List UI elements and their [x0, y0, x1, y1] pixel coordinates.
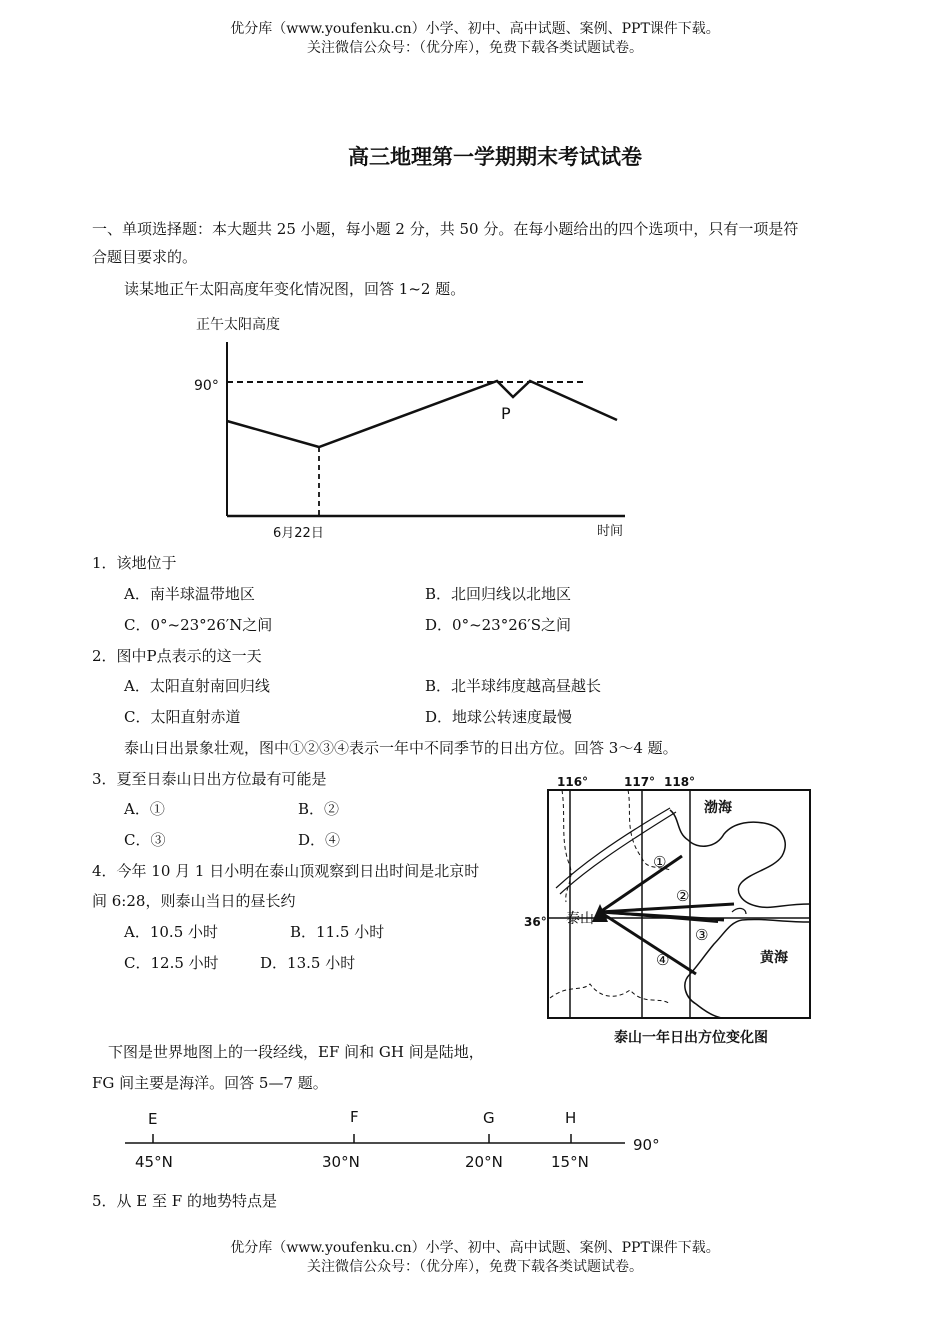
chart-xlabel: 时间: [597, 524, 624, 539]
q3-stem: 3．夏至日泰山日出方位最有可能是: [92, 770, 327, 788]
q4-stem-line-1: 4．今年 10 月 1 日小明在泰山顶观察到日出时间是北京时: [92, 862, 480, 880]
meridian-intro-line-2: FG 间主要是海洋。回答 5—7 题。: [92, 1074, 328, 1092]
page-title: 高三地理第一学期期末考试试卷: [348, 145, 642, 169]
q5-stem: 5．从 E 至 F 的地势特点是: [92, 1192, 277, 1210]
header-line-1: 优分库（www.youfenku.cn）小学、初中、高中试题、案例、PPT课件下载。: [230, 21, 720, 37]
q2-stem: 2．图中P点表示的这一天: [92, 647, 262, 665]
q1-option-c: C．0°~23°26′N之间: [124, 616, 273, 634]
map-lon-116: 116°: [557, 775, 589, 789]
meridian-point-name: E: [148, 1110, 158, 1128]
q1-option-d: D．0°~23°26′S之间: [425, 616, 571, 634]
header-line-2: 关注微信公众号：（优分库），免费下载各类试题试卷。: [307, 40, 643, 56]
map-lon-118: 118°: [664, 775, 696, 789]
meridian-point-name: G: [483, 1109, 495, 1127]
meridian-point-lat: 30°N: [322, 1153, 360, 1171]
map-lat-36: 36°: [524, 915, 547, 929]
map-caption: 泰山一年日出方位变化图: [614, 1030, 768, 1046]
meridian-point-g: [465, 1109, 503, 1171]
chart-ylabel: 正午太阳高度: [196, 317, 280, 333]
meridian-end-label: 90°: [633, 1136, 660, 1154]
q3-option-d: D．④: [298, 831, 341, 849]
footer-line-2: 关注微信公众号：（优分库），免费下载各类试题试卷。: [307, 1259, 643, 1275]
meridian-point-h: [551, 1109, 589, 1171]
q1-option-b: B．北回归线以北地区: [425, 585, 572, 603]
sun-altitude-chart: [185, 310, 655, 540]
q4-option-d: D．13.5 小时: [260, 954, 356, 972]
footer-line-1: 优分库（www.youfenku.cn）小学、初中、高中试题、案例、PPT课件下载。: [230, 1240, 720, 1256]
meridian-point-lat: 15°N: [551, 1153, 589, 1171]
meridian-diagram: [120, 1104, 680, 1174]
q3-option-c: C．③: [124, 831, 166, 849]
meridian-point-name: H: [565, 1109, 577, 1127]
q2-option-a: A．太阳直射南回归线: [124, 677, 270, 695]
chart-xmark: 6月22日: [273, 526, 324, 541]
chart-y90-label: 90°: [194, 378, 219, 394]
q4-option-c: C．12.5 小时: [124, 954, 219, 972]
q4-option-a: A．10.5 小时: [124, 923, 218, 941]
q4-stem-line-2: 间 6:28，则泰山当日的昼长约: [92, 892, 296, 910]
q1-option-a: A．南半球温带地区: [124, 585, 255, 603]
meridian-point-lat: 20°N: [465, 1153, 503, 1171]
meridian-point-e: [135, 1110, 173, 1171]
meridian-point-f: [322, 1108, 360, 1171]
q3-option-b: B．②: [298, 800, 340, 818]
section-intro-line-1: 一、单项选择题：本大题共 25 小题，每小题 2 分，共 50 分。在每小题给出的四个选项中，只有一项是符: [92, 220, 799, 238]
taishan-intro: 泰山日出景象壮观，图中①②③④表示一年中不同季节的日出方位。回答 3～4 题。: [124, 739, 678, 757]
map-sea-bohai: 渤海: [704, 800, 732, 816]
q3-option-a: A．①: [124, 800, 165, 818]
q2-option-c: C．太阳直射赤道: [124, 708, 241, 726]
q2-option-d: D．地球公转速度最慢: [425, 708, 573, 726]
map-sea-yellow: 黄海: [760, 950, 788, 966]
meridian-point-name: F: [350, 1108, 359, 1126]
chart-point-p: P: [501, 404, 511, 423]
meridian-point-lat: 45°N: [135, 1153, 173, 1171]
map-marker-1: ①: [653, 853, 667, 871]
map-lon-117: 117°: [624, 775, 656, 789]
sun-altitude-curve: [227, 381, 617, 447]
map-mountain-label: 泰山: [566, 911, 594, 927]
q1-stem: 1．该地位于: [92, 554, 177, 572]
map-marker-4: ④: [656, 951, 670, 969]
meridian-intro-line-1: 下图是世界地图上的一段经线，EF 间和 GH 间是陆地，: [108, 1043, 484, 1061]
map-marker-2: ②: [676, 887, 690, 905]
read-instruction-1: 读某地正午太阳高度年变化情况图，回答 1~2 题。: [124, 280, 466, 298]
q4-option-b: B．11.5 小时: [290, 923, 385, 941]
q2-option-b: B．北半球纬度越高昼越长: [425, 677, 602, 695]
taishan-sunrise-map: [520, 770, 830, 1050]
map-marker-3: ③: [695, 926, 709, 944]
section-intro-line-2: 合题目要求的。: [92, 248, 198, 266]
